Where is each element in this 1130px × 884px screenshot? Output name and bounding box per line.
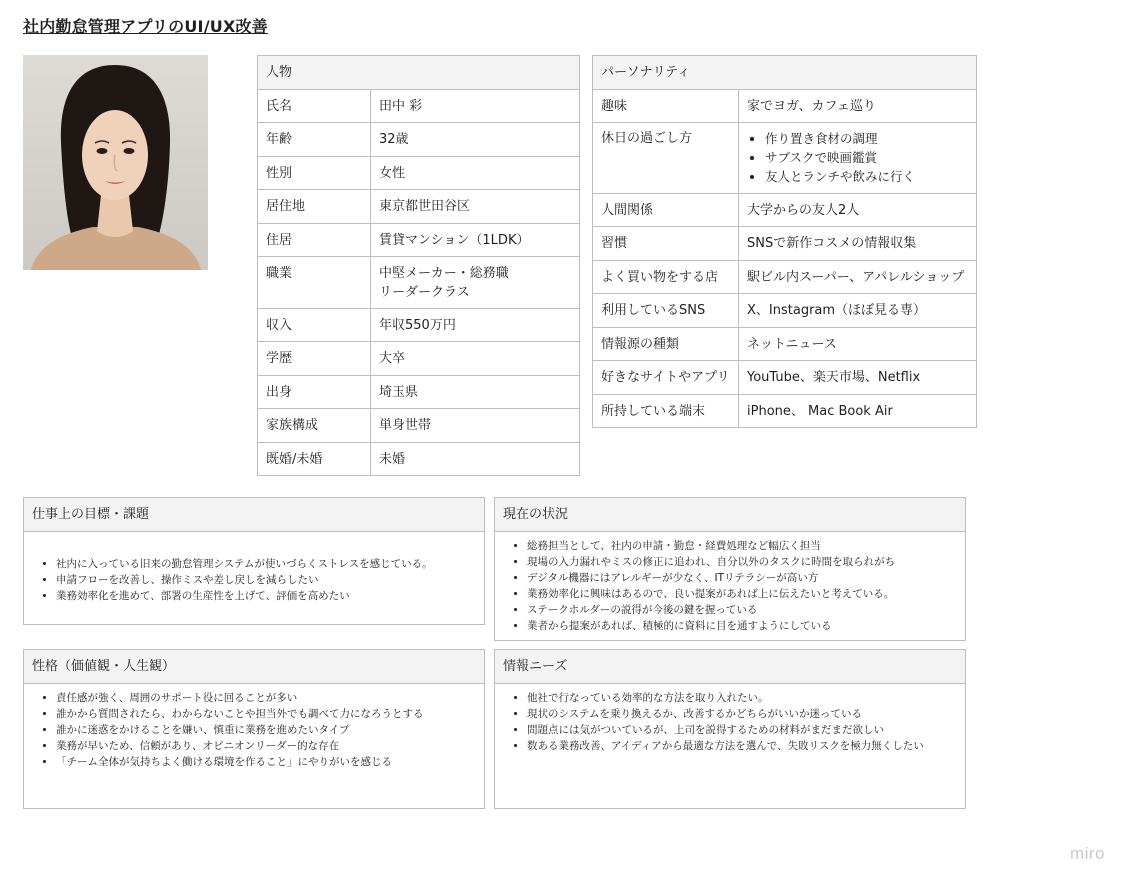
holiday-list-cell	[739, 123, 977, 194]
profile-label: 職業	[258, 257, 371, 309]
goals-card	[23, 497, 485, 625]
miro-logo: miro	[1069, 844, 1105, 863]
profile-label: 住居	[258, 224, 371, 257]
profile-value: 東京都世田谷区	[371, 190, 580, 224]
list-item: • 友人とランチや飲みに行く	[765, 167, 968, 186]
profile-value: 賃貸マンション（1LDK）	[371, 224, 580, 257]
personality-value: SNSで新作コスメの情報収集	[739, 227, 977, 261]
personality-label: 休日の過ごし方	[593, 123, 739, 194]
list-item: • 業務効率化を進めて、部署の生産性を上げて、評価を高めたい	[56, 588, 484, 604]
persona-photo	[23, 55, 208, 270]
list-item: • 誰かに迷惑をかけることを嫌い、慎重に業務を進めたいタイプ	[56, 722, 484, 738]
info-needs-card	[494, 649, 966, 809]
profile-value: 埼玉県	[371, 376, 580, 409]
needs-header: 情報ニーズ	[495, 650, 965, 684]
list-item: • 業務が早いため、信頼があり、オピニオンリーダー的な存在	[56, 738, 484, 754]
personality-label: 習慣	[593, 227, 739, 261]
profile-value: 単身世帯	[371, 409, 580, 443]
personality-value: YouTube、楽天市場、Netflix	[739, 361, 977, 395]
profile-label: 年齢	[258, 123, 371, 157]
list-item: • 業務効率化に興味はあるので、良い提案があれば上に伝えたいと考えている。	[527, 586, 965, 602]
list-item: • 総務担当として、社内の申請・勤怠・経費処理など幅広く担当	[527, 538, 965, 554]
personality-label: 人間関係	[593, 194, 739, 227]
personality-label: よく買い物をする店	[593, 261, 739, 294]
profile-label: 出身	[258, 376, 371, 409]
personality-value: X、Instagram（ほぼ見る専）	[739, 294, 977, 328]
goals-list	[24, 556, 484, 604]
personality-value: 家でヨガ、カフェ巡り	[739, 90, 977, 123]
personality-label: 趣味	[593, 90, 739, 123]
profile-value: 大卒	[371, 342, 580, 376]
list-item: • 数ある業務改善、アイディアから最適な方法を選んで、失敗リスクを極力無くしたい	[527, 738, 965, 754]
list-item: • 現状のシステムを乗り換えるか、改善するかどちらがいいか迷っている	[527, 706, 965, 722]
current-situation-card	[494, 497, 966, 641]
current-header: 現在の状況	[495, 498, 965, 532]
profile-value: 女性	[371, 157, 580, 190]
profile-label: 家族構成	[258, 409, 371, 443]
current-list	[495, 538, 965, 634]
profile-label: 収入	[258, 309, 371, 342]
holiday-list	[739, 129, 968, 186]
personality-value: 駅ビル内スーパー、アパレルショップ	[739, 261, 977, 294]
list-item: • 問題点には気がついているが、上司を説得するための材料がまだまだ欲しい	[527, 722, 965, 738]
list-item: • 申請フローを改善し、操作ミスや差し戻しを減らしたい	[56, 572, 484, 588]
profile-value: 年収550万円	[371, 309, 580, 342]
profile-value-line: 中堅メーカー・総務職	[379, 266, 509, 281]
personality-value: 大学からの友人2人	[739, 194, 977, 227]
profile-value-line: リーダークラス	[379, 285, 470, 300]
values-card	[23, 649, 485, 809]
personality-table	[592, 55, 977, 428]
values-list	[24, 690, 484, 770]
needs-list	[495, 690, 965, 754]
list-item: • 誰かから質問されたら、わからないことや担当外でも調べて力になろうとする	[56, 706, 484, 722]
personality-value: iPhone、 Mac Book Air	[739, 395, 977, 428]
profile-table	[257, 55, 580, 476]
portrait-illustration	[23, 55, 208, 270]
goals-header: 仕事上の目標・課題	[24, 498, 484, 532]
profile-header: 人物	[258, 56, 580, 90]
personality-label: 情報源の種類	[593, 328, 739, 361]
list-item: • 作り置き食材の調理	[765, 129, 968, 148]
list-item: • 業者から提案があれば、積極的に資料に目を通すようにしている	[527, 618, 965, 634]
personality-label: 利用しているSNS	[593, 294, 739, 328]
list-item: • 責任感が強く、周囲のサポート役に回ることが多い	[56, 690, 484, 706]
profile-value-occupation	[371, 257, 580, 309]
profile-label: 氏名	[258, 90, 371, 123]
values-header: 性格（価値観・人生観）	[24, 650, 484, 684]
list-item: • 他社で行なっている効率的な方法を取り入れたい。	[527, 690, 965, 706]
list-item: • サブスクで映画鑑賞	[765, 148, 968, 167]
page-title: 社内勤怠管理アプリのUI/UX改善	[23, 17, 268, 36]
profile-label: 居住地	[258, 190, 371, 224]
list-item: • 「チーム全体が気持ちよく働ける環境を作ること」にやりがいを感じる	[56, 754, 484, 770]
profile-value: 32歳	[371, 123, 580, 157]
profile-value: 田中 彩	[371, 90, 580, 123]
personality-header: パーソナリティ	[593, 56, 977, 90]
profile-label: 既婚/未婚	[258, 443, 371, 476]
personality-label: 好きなサイトやアプリ	[593, 361, 739, 395]
profile-label: 学歴	[258, 342, 371, 376]
personality-label: 所持している端末	[593, 395, 739, 428]
list-item: • 社内に入っている旧来の勤怠管理システムが使いづらくストレスを感じている。	[56, 556, 484, 572]
list-item: • 現場の入力漏れやミスの修正に追われ、自分以外のタスクに時間を取られがち	[527, 554, 965, 570]
list-item: • デジタル機器にはアレルギーが少なく、ITリテラシーが高い方	[527, 570, 965, 586]
profile-label: 性別	[258, 157, 371, 190]
profile-value: 未婚	[371, 443, 580, 476]
list-item: • ステークホルダーの説得が今後の鍵を握っている	[527, 602, 965, 618]
personality-value: ネットニュース	[739, 328, 977, 361]
